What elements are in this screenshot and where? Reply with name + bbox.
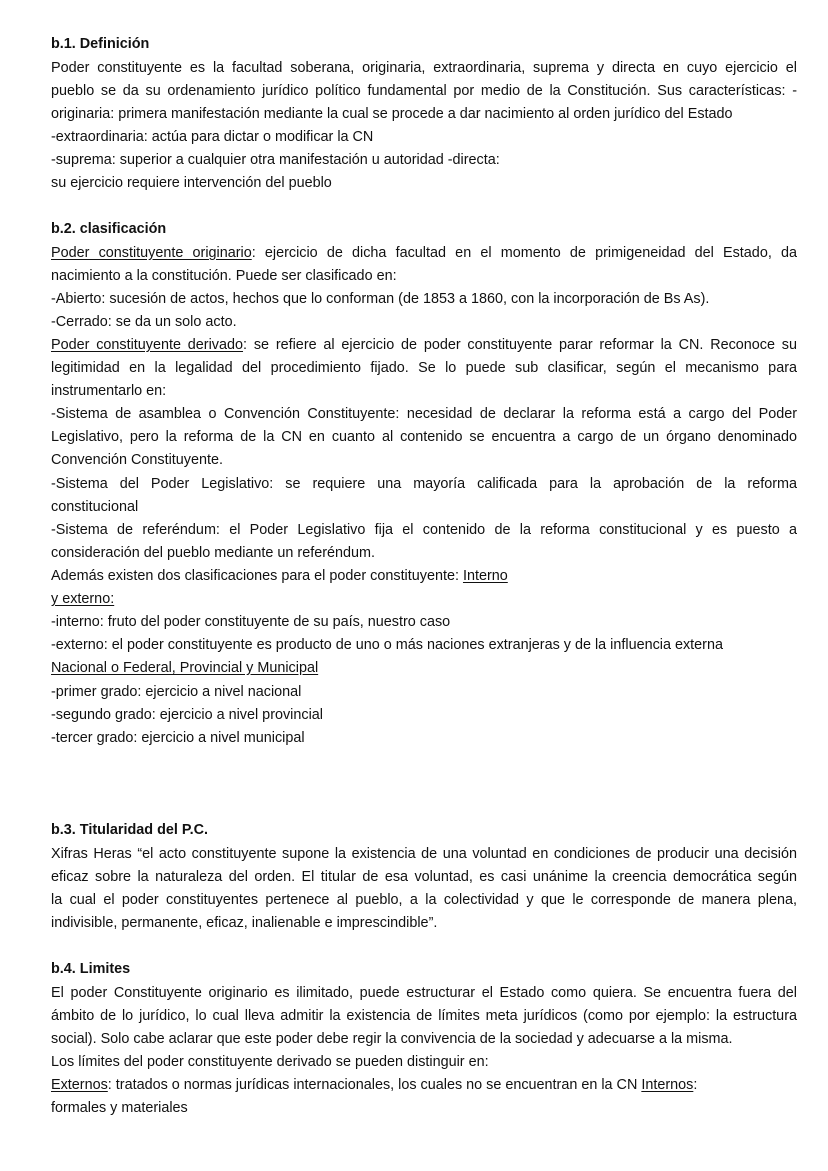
underlined-term: Poder constituyente derivado — [51, 337, 244, 353]
paragraph-line: instrumentarlo en: — [51, 383, 167, 399]
line-text: : se refiere al ejercicio de poder constituyente parar reformar la CN. Reconoce su — [243, 337, 797, 353]
paragraph-line: -externo: el poder constituyente es producto de uno o más naciones extranjeras y de la influencia externa — [51, 637, 723, 653]
paragraph-line: Los límites del poder constituyente derivado se pueden distinguir en: — [51, 1054, 489, 1070]
paragraph-line: -Sistema de asamblea o Convención Constituyente: necesidad de declarar la reforma está a cargo del Poder — [51, 406, 797, 422]
paragraph-line: indivisible, permanente, eficaz, inalienable e imprescindible”. — [51, 915, 438, 931]
paragraph-line: nacimiento a la constitución. Puede ser clasificado en: — [51, 268, 397, 284]
paragraph-line: -Abierto: sucesión de actos, hechos que lo conforman (de 1853 a 1860, con la incorporación de Bs As). — [51, 291, 710, 307]
underlined-term: Externos — [51, 1077, 108, 1093]
section-heading-titularidad: b.3. Titularidad del P.C. — [51, 822, 209, 838]
paragraph-line: la cual el poder constituyentes pertenece al pueblo, a la colectividad y que le corresponde de manera plena, — [51, 892, 797, 908]
underlined-term: y externo: — [51, 591, 115, 607]
paragraph-line — [51, 566, 797, 586]
paragraph-line: Legislativo, pero la reforma de la CN en cuanto al contenido se encuentra a cargo de un órgano denominado — [51, 429, 797, 445]
paragraph-line: -Sistema del Poder Legislativo: se requiere una mayoría calificada para la aprobación de la reforma — [51, 476, 797, 492]
paragraph-line — [51, 243, 797, 263]
paragraph-line: Poder constituyente es la facultad soberana, originaria, extraordinaria, suprema y directa en cuyo ejercicio el — [51, 60, 797, 76]
paragraph-line: Convención Constituyente. — [51, 452, 223, 468]
paragraph-line: -interno: fruto del poder constituyente de su país, nuestro caso — [51, 614, 451, 630]
paragraph-line — [51, 1075, 797, 1095]
paragraph-line: eficaz sobre la naturaleza del orden. El titular de esa voluntad, es casi unánime la creencia democrática según — [51, 869, 797, 885]
paragraph-line — [51, 335, 797, 355]
paragraph-line: su ejercicio requiere intervención del pueblo — [51, 175, 332, 191]
section-heading-definicion: b.1. Definición — [51, 36, 150, 52]
line-text: : — [693, 1077, 698, 1093]
underlined-term: Internos — [641, 1077, 694, 1093]
paragraph-line: -Cerrado: se da un solo acto. — [51, 314, 237, 330]
underlined-term: Nacional o Federal, Provincial y Municipal — [51, 660, 319, 676]
paragraph-line: ámbito de lo jurídico, lo cual lleva admitir la existencia de límites meta jurídicos (como por ejemplo: la estructura — [51, 1008, 797, 1024]
paragraph-line: Xifras Heras “el acto constituyente supone la existencia de una voluntad en condiciones de producir una decisión — [51, 846, 797, 862]
paragraph-line: -tercer grado: ejercicio a nivel municipal — [51, 730, 305, 746]
paragraph-line: -primer grado: ejercicio a nivel nacional — [51, 684, 302, 700]
line-text: Además existen dos clasificaciones para el poder constituyente: — [51, 568, 463, 584]
paragraph-line: -segundo grado: ejercicio a nivel provincial — [51, 707, 323, 723]
underlined-term: Poder constituyente originario — [51, 245, 252, 261]
paragraph-line — [51, 589, 797, 609]
paragraph-line: -Sistema de referéndum: el Poder Legislativo fija el contenido de la reforma constitucional y es puesto a — [51, 522, 797, 538]
paragraph-line — [51, 658, 797, 678]
paragraph-line: -extraordinaria: actúa para dictar o modificar la CN — [51, 129, 374, 145]
paragraph-line: consideración del pueblo mediante un referéndum. — [51, 545, 376, 561]
paragraph-line: legitimidad en la legalidad del procedimiento fijado. Se lo puede sub clasificar, según el mecanismo para — [51, 360, 797, 376]
section-heading-clasificacion: b.2. clasificación — [51, 221, 167, 237]
line-text: : tratados o normas jurídicas internacionales, los cuales no se encuentran en la CN — [107, 1077, 642, 1093]
underlined-term: Interno — [462, 568, 508, 584]
paragraph-line: El poder Constituyente originario es ilimitado, puede estructurar el Estado como quiera. Se encuentra fuera del — [51, 985, 797, 1001]
paragraph-line: social). Solo cabe aclarar que este poder debe regir la convivencia de la sociedad y adecuarse a la misma. — [51, 1031, 733, 1047]
paragraph-line: formales y materiales — [51, 1100, 188, 1116]
paragraph-line: -suprema: superior a cualquier otra manifestación u autoridad -directa: — [51, 152, 500, 168]
paragraph-line: constitucional — [51, 499, 139, 515]
section-heading-limites: b.4. Limites — [51, 961, 131, 977]
line-text: : ejercicio de dicha facultad en el momento de primigeneidad del Estado, da — [251, 245, 797, 261]
paragraph-line: originaria: primera manifestación mediante la cual se procede a dar nacimiento al orden jurídico del Estado — [51, 106, 733, 122]
paragraph-line: pueblo se da su ordenamiento jurídico político fundamental por medio de la Constitución. Sus características: - — [51, 83, 797, 99]
